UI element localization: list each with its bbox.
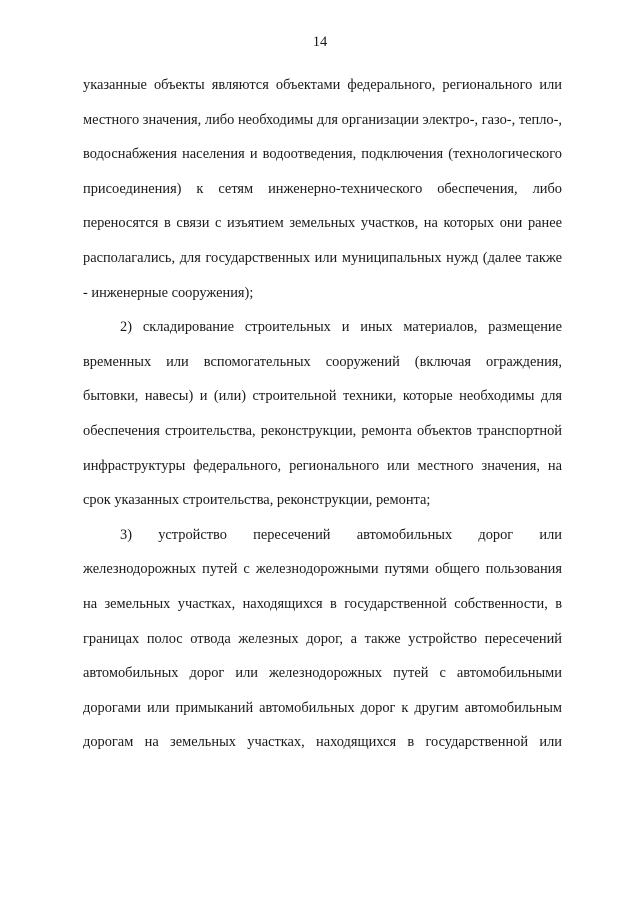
- paragraph-item-2: 2) складирование строительных и иных материалов, размещение временных или вспомогательных сооружений (включая ограждения, бытовки, навесы) и (или) строительной техники, которые необходимы для обеспечения строительства, реконструкции, ремонта объектов транспортной инфраструктуры федерального, регионального или местного значения, на срок указанных строительства, реконструкции, ремонта;: [83, 319, 562, 509]
- paragraph-item-3: 3) устройство пересечений автомобильных дорог или железнодорожных путей с железнодорожными путями общего пользования на земельных участках, находящихся в государственной собственности, в границах полос отвода железных дорог, а также устройство пересечений автомобильных дорог или железнодорожных путей с автомобильными дорогами или примыканий автомобильных дорог к другим автомобильным дорогам на земельных участках, находящихся в государственной или: [83, 526, 562, 751]
- paragraph-continuation: указанные объекты являются объектами федерального, регионального или местного значения, либо необходимы для организации электро-, газо-, тепло-, водоснабжения населения и водоотведения, подключения (технологического присоединения) к сетям инженерно-технического обеспечения, либо переносятся в связи с изъятием земельных участков, на которых они ранее располагались, для государственных или муниципальных нужд (далее также - инженерные сооружения);: [83, 77, 562, 301]
- page-number: 14: [312, 34, 328, 50]
- document-body: [83, 68, 562, 760]
